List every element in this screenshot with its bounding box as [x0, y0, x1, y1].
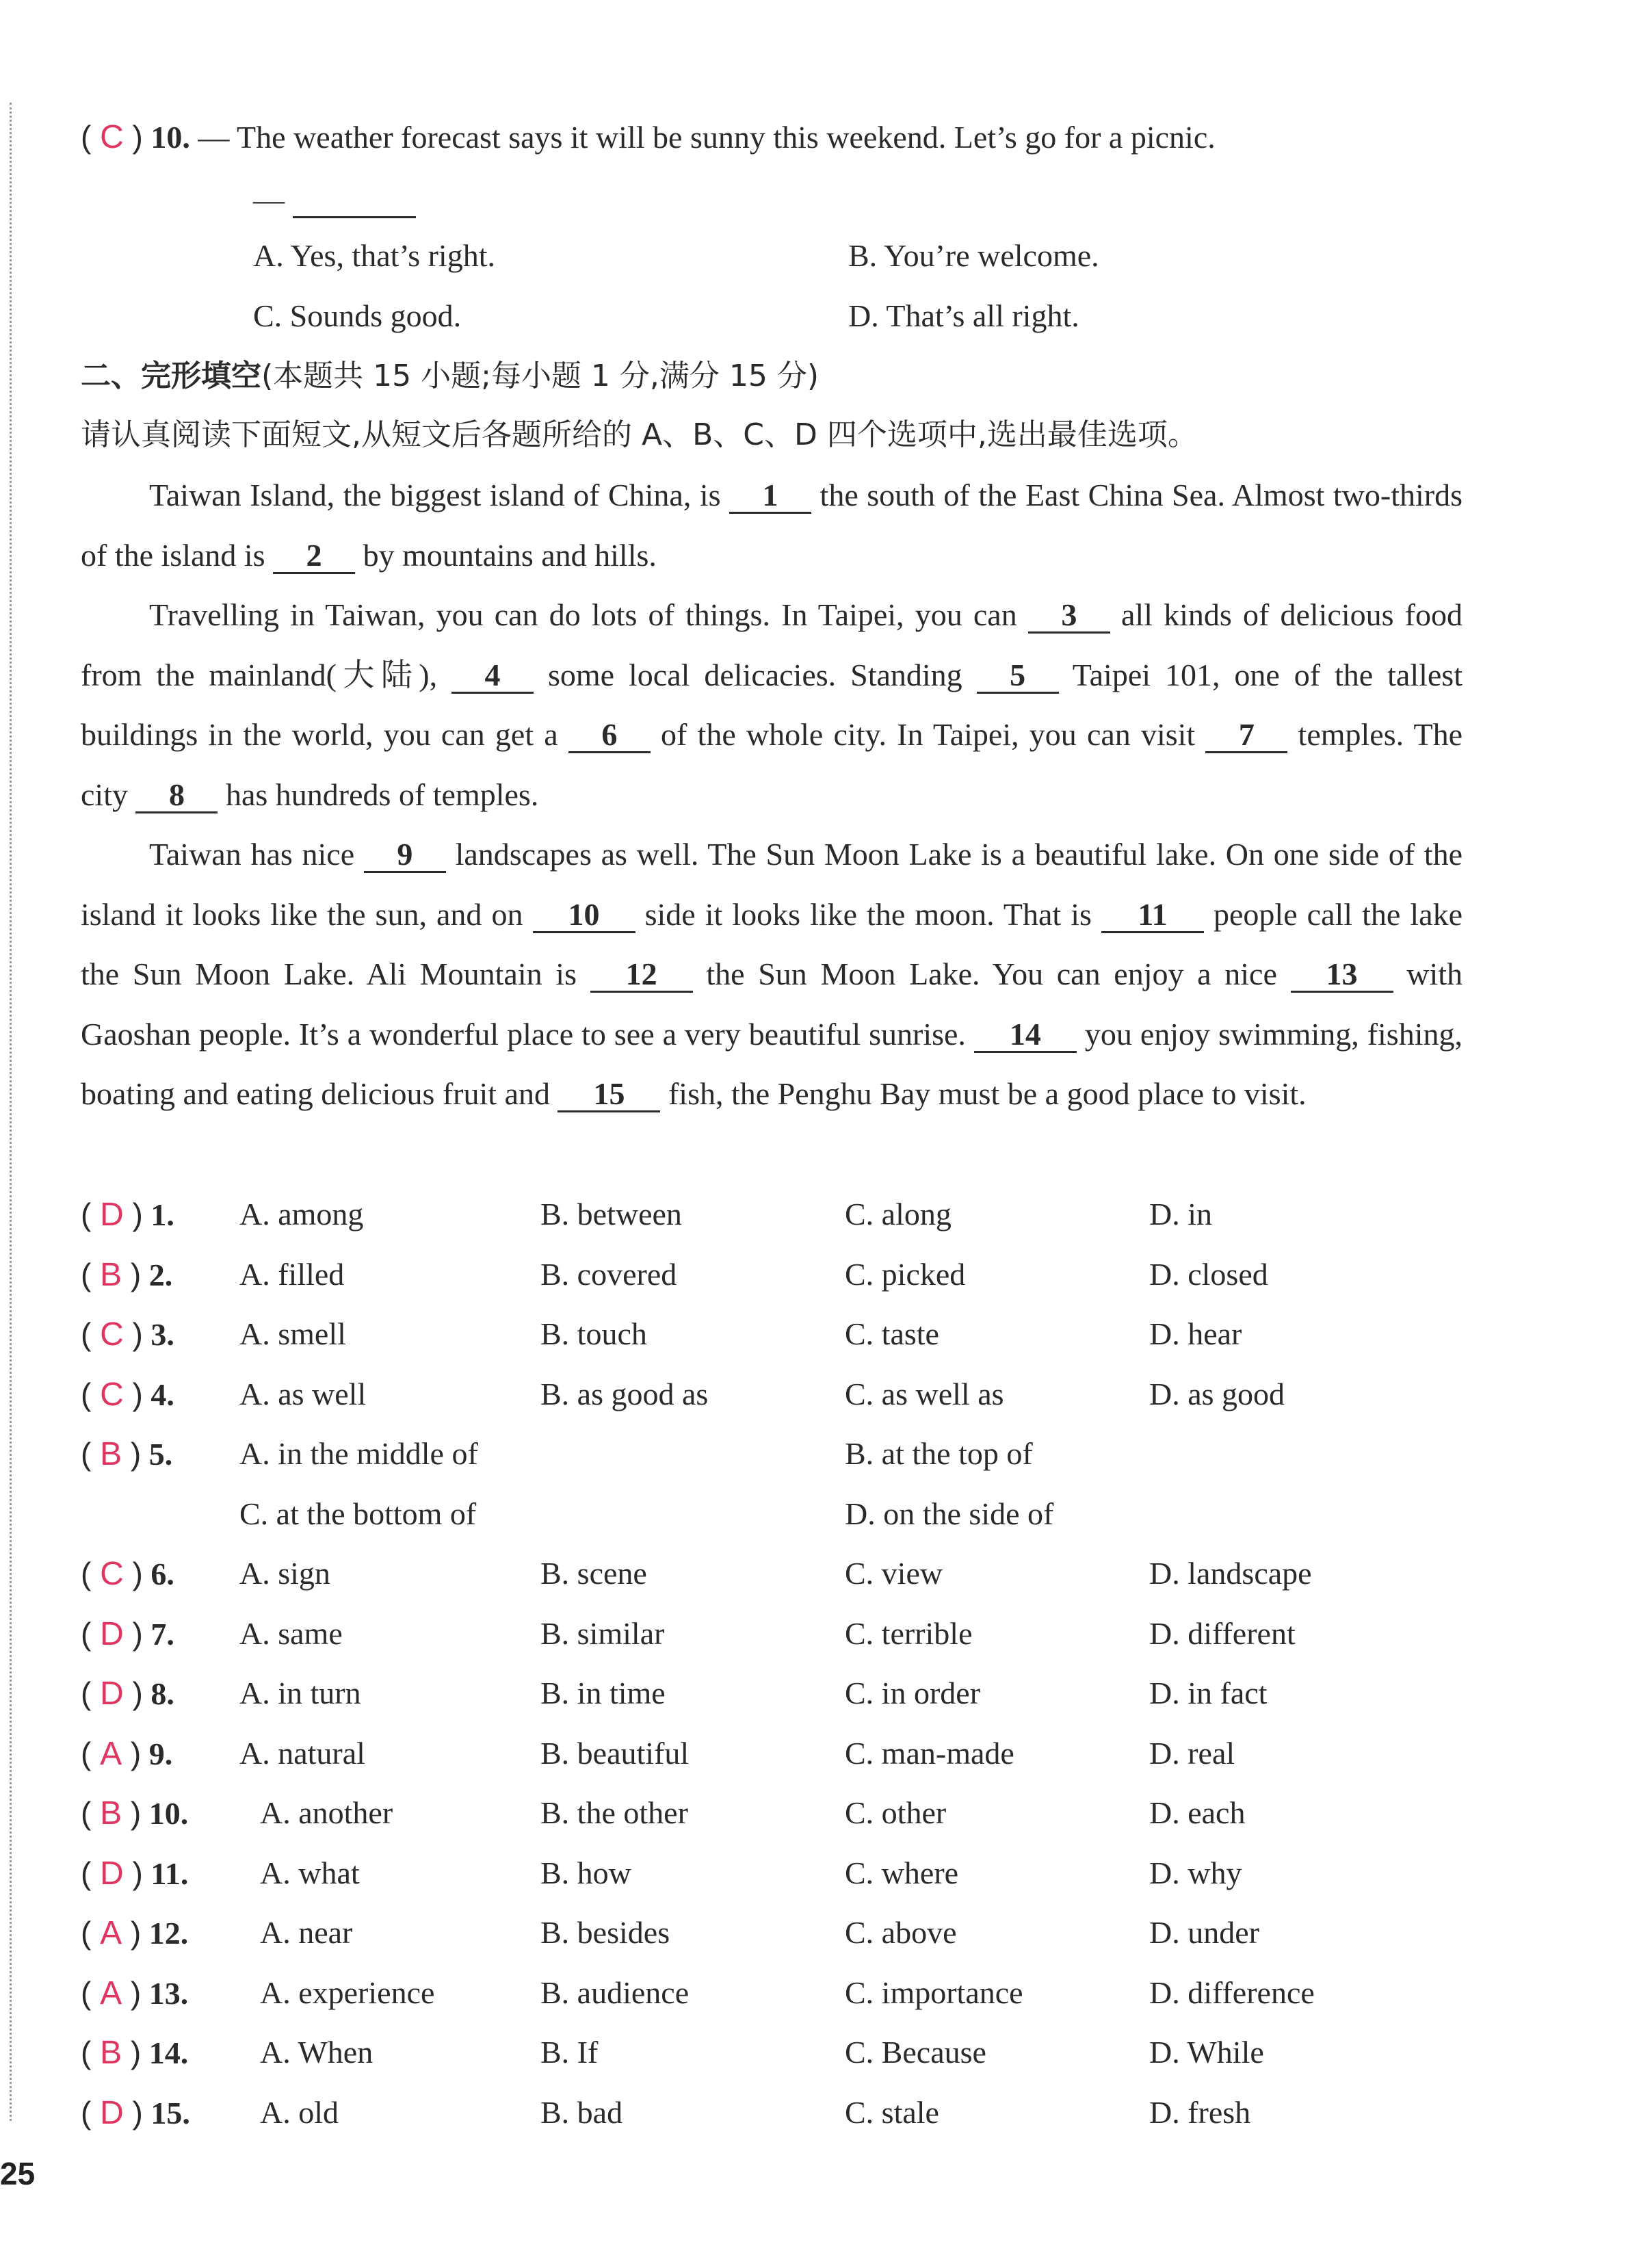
page-number: 25 [0, 2156, 36, 2191]
q10-option-a: A. Yes, that’s right. [253, 238, 495, 273]
option-d: D. hear [1149, 1316, 1242, 1351]
passage-text: by mountains and hills. [355, 537, 657, 573]
option-a: A. what [260, 1855, 360, 1890]
option-b: B. scene [540, 1556, 647, 1591]
question-head [81, 2032, 188, 2074]
answer-paren-open: ( [81, 2035, 101, 2070]
passage-text: side it looks like the moon. That is [635, 896, 1101, 932]
question-number: 2. [148, 1257, 173, 1292]
option-a: A. in the middle of [239, 1436, 478, 1471]
option-c: C. at the bottom of [239, 1496, 477, 1531]
answer-paren-open: ( [81, 1197, 101, 1232]
question-head [81, 1673, 174, 1715]
question-head [81, 2092, 190, 2134]
option-c: C. along [845, 1197, 952, 1231]
passage-text: has hundreds of temples. [218, 777, 539, 812]
option-c: C. Because [845, 2035, 986, 2070]
passage-text: fish, the Penghu Bay must be a good place to visit. [660, 1076, 1307, 1111]
question-number: 14. [148, 2035, 189, 2070]
section-title: 二、完形填空 [81, 359, 261, 393]
passage-text: Travelling in Taiwan, you can do lots of things. In Taipei, you can [149, 597, 1028, 632]
answer-mark: D [100, 2094, 124, 2131]
passage-text: Taiwan Island, the biggest island of China, is [149, 478, 730, 512]
option-d: D. While [1149, 2035, 1264, 2070]
answer-mark: B [100, 1256, 122, 1293]
blank-14: 14 [974, 1018, 1077, 1053]
question-number: 9. [148, 1736, 173, 1771]
answer-paren-close: ) [123, 1556, 143, 1591]
option-c: C. terrible [845, 1615, 973, 1651]
answer-mark: D [100, 1676, 124, 1712]
option-c: C. other [845, 1795, 947, 1830]
passage-text: temples. The city [81, 717, 1463, 812]
option-b: B. between [540, 1197, 682, 1231]
blank-13: 13 [1291, 958, 1393, 993]
option-b: B. as good as [540, 1376, 709, 1411]
option-b: B. If [540, 2035, 599, 2070]
option-d: D. different [1149, 1615, 1296, 1651]
option-b: B. besides [540, 1915, 670, 1950]
option-b: B. at the top of [845, 1436, 1033, 1471]
blank-10: 10 [533, 898, 635, 933]
blank-5: 5 [977, 659, 1059, 694]
option-b: B. how [540, 1855, 631, 1890]
question-head [81, 1912, 188, 1954]
option-c: C. in order [845, 1676, 981, 1710]
question-number: 8. [150, 1676, 174, 1711]
answer-paren-open: ( [81, 1795, 101, 1831]
answer-paren-close: ) [122, 1974, 142, 2011]
question-number: 15. [150, 2095, 190, 2130]
option-d: D. fresh [1149, 2094, 1251, 2130]
option-a: A. in turn [239, 1676, 361, 1710]
option-b: B. in time [540, 1676, 666, 1710]
option-d: D. as good [1149, 1376, 1285, 1411]
passage-text: Taiwan has nice [149, 837, 364, 872]
section-note: (本题共 15 小题;每小题 1 分,满分 15 分) [261, 359, 819, 393]
option-a: A. another [260, 1795, 393, 1830]
passage-text: you enjoy swimming, fishing, boating and eating delicious fruit and [81, 1016, 1463, 1111]
passage-text: people call the lake the Sun Moon Lake. Ali Mountain is [81, 896, 1463, 991]
passage-paragraph-3 [81, 824, 1463, 1124]
option-d: D. on the side of [845, 1496, 1054, 1531]
question-number: 13. [148, 1975, 189, 2011]
option-b: B. touch [540, 1316, 647, 1351]
section-heading [81, 356, 819, 397]
answer-mark: A [100, 1974, 122, 2011]
blank-15: 15 [558, 1078, 660, 1112]
option-d: D. in fact [1149, 1676, 1268, 1710]
answer-paren-close: ) [122, 1436, 142, 1472]
option-c: C. taste [845, 1316, 939, 1351]
option-b: B. covered [540, 1256, 677, 1292]
question-number: 10. [148, 1796, 189, 1831]
option-a: A. as well [239, 1376, 367, 1411]
option-a: A. same [239, 1615, 343, 1651]
answer-paren-open: ( [81, 1915, 101, 1951]
option-c: C. picked [845, 1256, 966, 1292]
blank-11: 11 [1101, 898, 1204, 933]
answer-paren-open: ( [81, 1436, 101, 1472]
answer-paren-close: ) [123, 1316, 143, 1352]
answer-paren-close: ) [123, 1676, 143, 1711]
option-a: A. natural [239, 1735, 365, 1771]
blank-7: 7 [1205, 718, 1287, 753]
reply-blank [293, 183, 416, 218]
answer-paren-close: ) [123, 1197, 143, 1232]
answer-paren-open: ( [81, 1376, 101, 1412]
question-head [81, 1194, 174, 1236]
answer-paren-open: ( [81, 1556, 101, 1591]
option-a: A. filled [239, 1256, 345, 1292]
question-number: 3. [150, 1317, 174, 1352]
question-head [81, 1733, 172, 1775]
question-number: 4. [150, 1377, 174, 1412]
question-number: 1. [150, 1197, 174, 1232]
question-head [81, 1254, 172, 1296]
option-d: D. each [1149, 1795, 1246, 1830]
option-b: B. the other [540, 1795, 688, 1830]
passage-text: the Sun Moon Lake. You can enjoy a nice [692, 956, 1291, 991]
option-d: D. landscape [1149, 1556, 1312, 1591]
option-c: C. man-made [845, 1735, 1014, 1771]
answer-paren-open: ( [81, 1855, 101, 1891]
question-head [81, 1433, 172, 1475]
answer-paren-close: ) [122, 2035, 142, 2070]
passage-text: landscapes as well. The Sun Moon Lake is a beautiful lake. On one side of the island it looks like the sun, and on [81, 837, 1463, 932]
answer-mark: C [100, 1376, 124, 1413]
answer-mark: B [100, 1795, 122, 1832]
question-head [81, 1853, 188, 1894]
option-d: D. closed [1149, 1256, 1268, 1292]
option-d: D. in [1149, 1197, 1212, 1231]
answer-paren-close: ) [122, 1735, 142, 1771]
answer-paren-open: ( [81, 1735, 101, 1771]
question-head [81, 1314, 174, 1355]
blank-1: 1 [729, 479, 811, 514]
answer-mark: B [100, 2035, 122, 2071]
question-number: 5. [148, 1437, 173, 1472]
answer-mark: D [100, 1615, 124, 1652]
option-d: D. under [1149, 1915, 1259, 1950]
answer-paren-open: ( [81, 1676, 101, 1711]
option-a: A. experience [260, 1974, 435, 2010]
q10-option-d: D. That’s all right. [848, 298, 1079, 333]
question-head [81, 1553, 174, 1595]
question-number: 11. [150, 1855, 189, 1891]
blank-8: 8 [135, 779, 218, 813]
answer-mark: C [100, 1316, 124, 1353]
blank-9: 9 [364, 838, 446, 873]
passage-text: with Gaoshan people. It’s a wonderful place to see a very beautiful sunrise. [81, 956, 1463, 1052]
answer-paren-open: ( [81, 1615, 101, 1652]
margin-dotted-line [10, 103, 12, 2121]
option-a: A. smell [239, 1316, 346, 1351]
answer-mark: A [100, 1915, 122, 1951]
question-number: 6. [150, 1556, 174, 1591]
option-a: A. among [239, 1197, 364, 1231]
question-head [81, 1793, 188, 1834]
answer-paren-close: ) [123, 1855, 143, 1891]
option-c: C. importance [845, 1974, 1023, 2010]
q10-reply-line [253, 179, 416, 220]
answer-paren-open: ( [81, 2094, 101, 2130]
answer-paren-close: ) [122, 1915, 142, 1951]
answer-mark: C [100, 119, 124, 155]
answer-paren-open: ( [81, 119, 101, 155]
option-c: C. view [845, 1556, 943, 1591]
answer-mark: C [100, 1556, 124, 1592]
passage-paragraph-2 [81, 585, 1463, 824]
option-a: A. old [260, 2094, 339, 2130]
answer-mark: B [100, 1436, 122, 1472]
question-number: 10. [150, 120, 190, 155]
question-number: 7. [150, 1616, 174, 1652]
reply-dash: — [253, 182, 285, 217]
answer-paren-open: ( [81, 1256, 101, 1292]
option-a: A. sign [239, 1556, 330, 1591]
blank-3: 3 [1028, 599, 1110, 634]
option-b: B. audience [540, 1974, 690, 2010]
answer-paren-close: ) [123, 119, 143, 155]
blank-6: 6 [568, 718, 651, 753]
option-b: B. bad [540, 2094, 623, 2130]
option-c: C. above [845, 1915, 957, 1950]
answer-mark: D [100, 1855, 124, 1892]
passage-text: Taipei 101, one of the tallest buildings in the world, you can get a [81, 657, 1463, 752]
option-d: D. why [1149, 1855, 1242, 1890]
answer-paren-close: ) [123, 2094, 143, 2130]
passage-paragraph-1 [81, 465, 1463, 585]
option-c: C. where [845, 1855, 959, 1890]
answer-paren-open: ( [81, 1974, 101, 2011]
passage-text: all kinds of delicious food from the mainland(大陆), [81, 597, 1463, 692]
option-c: C. stale [845, 2094, 939, 2130]
answer-paren-open: ( [81, 1316, 101, 1352]
answer-paren-close: ) [123, 1615, 143, 1652]
option-b: B. beautiful [540, 1735, 690, 1771]
answer-mark: D [100, 1197, 124, 1233]
q10-option-c: C. Sounds good. [253, 298, 462, 333]
blank-2: 2 [273, 539, 355, 574]
answer-paren-close: ) [123, 1376, 143, 1412]
option-c: C. as well as [845, 1376, 1004, 1411]
question-head [81, 1374, 174, 1416]
option-b: B. similar [540, 1615, 665, 1651]
option-a: A. near [260, 1915, 353, 1950]
q10-top-line [81, 116, 1216, 158]
passage-text: of the whole city. In Taipei, you can visit [650, 717, 1206, 752]
option-d: D. real [1149, 1735, 1235, 1771]
answer-paren-close: ) [122, 1795, 142, 1831]
answer-paren-close: ) [122, 1256, 142, 1292]
blank-12: 12 [590, 958, 693, 993]
passage-text: the south of the East China Sea. Almost two-thirds of the island is [81, 478, 1463, 573]
question-text: — The weather forecast says it will be sunny this weekend. Let’s go for a picnic. [198, 120, 1216, 155]
answer-mark: A [100, 1735, 122, 1772]
section-instruction: 请认真阅读下面短文,从短文后各题所给的 A、B、C、D 四个选项中,选出最佳选项。 [81, 417, 1198, 452]
question-head [81, 1972, 188, 2014]
option-a: A. When [260, 2035, 373, 2070]
question-number: 12. [148, 1916, 189, 1951]
passage-text: some local delicacies. Standing [534, 657, 977, 692]
q10-option-b: B. You’re welcome. [848, 238, 1099, 273]
option-d: D. difference [1149, 1974, 1315, 2010]
blank-4: 4 [451, 659, 534, 694]
question-head [81, 1613, 174, 1655]
